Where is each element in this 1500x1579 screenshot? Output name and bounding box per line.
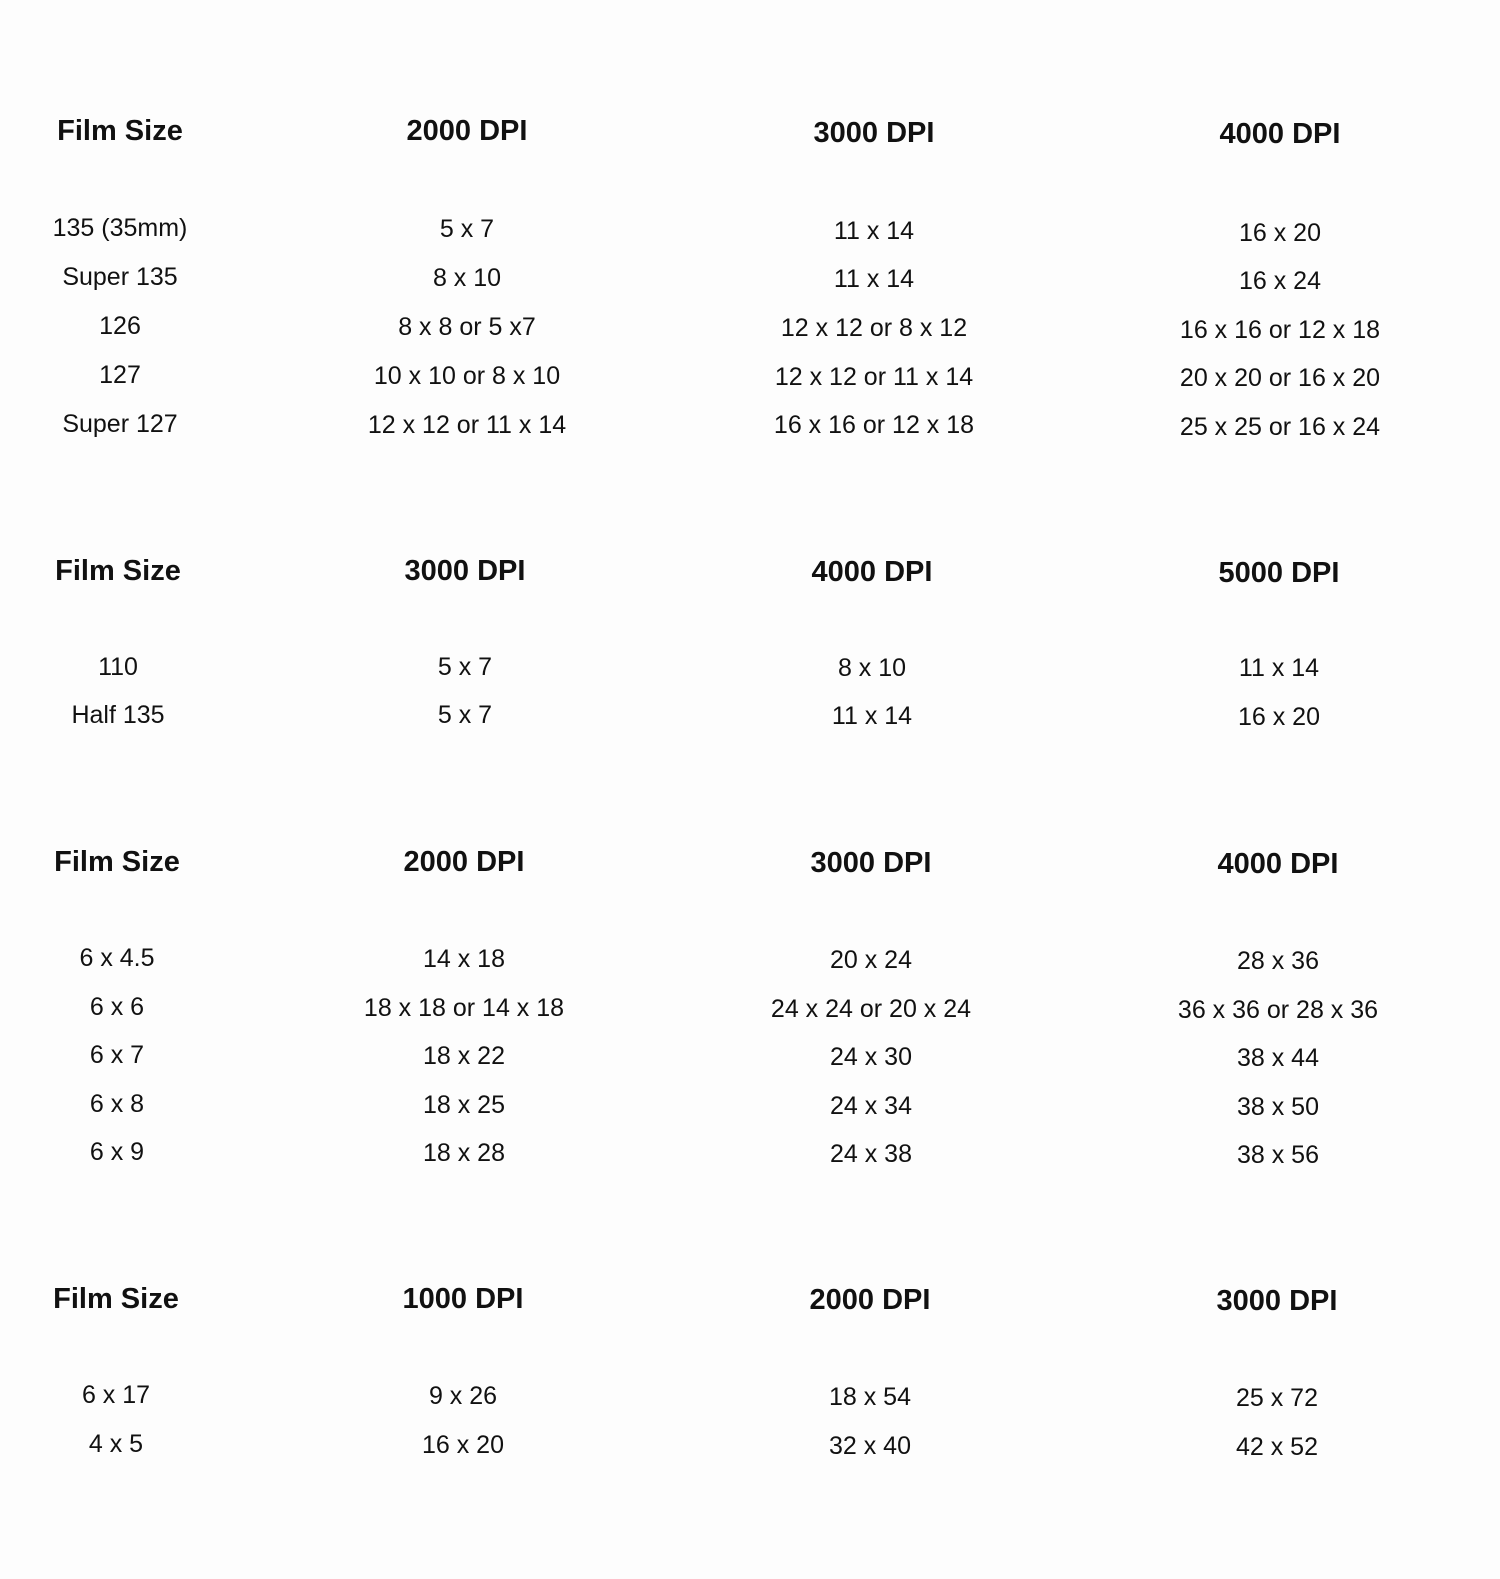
table-cell: 11 x 14 xyxy=(833,265,915,293)
table-cell: 6 x 8 xyxy=(89,1090,145,1118)
film-size-column xyxy=(0,113,270,438)
column-header: Film Size xyxy=(57,115,183,147)
column-header: Film Size xyxy=(53,1283,179,1315)
column-header: 5000 DPI xyxy=(1218,557,1340,589)
dpi-column xyxy=(724,113,1024,439)
table-cell: 28 x 36 xyxy=(1236,947,1319,975)
table-cell: 6 x 9 xyxy=(89,1138,145,1166)
column-header: 3000 DPI xyxy=(810,847,932,879)
table-cell: 16 x 20 xyxy=(1237,703,1320,731)
table-cell: 8 x 10 xyxy=(432,264,502,292)
column-header: 3000 DPI xyxy=(404,555,526,587)
column-header: Film Size xyxy=(55,555,181,587)
table-cell: 18 x 54 xyxy=(828,1383,911,1411)
table-cell: 126 xyxy=(99,312,141,340)
dpi-column xyxy=(1129,553,1429,731)
table-cell: 11 x 14 xyxy=(833,217,915,245)
table-cell: 12 x 12 or 11 x 14 xyxy=(774,363,974,391)
table-cell: 11 x 14 xyxy=(831,702,913,730)
dpi-column xyxy=(1128,844,1428,1169)
table-cell: 32 x 40 xyxy=(828,1432,911,1460)
table-cell: 18 x 25 xyxy=(422,1091,505,1119)
table-cell: 6 x 7 xyxy=(89,1041,145,1069)
table-cell: 18 x 18 or 14 x 18 xyxy=(363,994,565,1022)
table-cell: 4 x 5 xyxy=(88,1430,144,1458)
table-cell: 11 x 14 xyxy=(1238,654,1320,682)
table-cell: 16 x 24 xyxy=(1238,267,1321,295)
column-header: 2000 DPI xyxy=(809,1284,931,1316)
dpi-column xyxy=(313,1281,613,1459)
dpi-column xyxy=(1130,113,1430,441)
table-cell: 5 x 7 xyxy=(439,215,495,243)
table-cell: 12 x 12 or 11 x 14 xyxy=(367,411,567,439)
table-cell: 6 x 6 xyxy=(89,993,145,1021)
dpi-column xyxy=(721,844,1021,1168)
table-cell: 9 x 26 xyxy=(428,1382,498,1410)
column-header: 1000 DPI xyxy=(402,1283,524,1315)
column-header: 3000 DPI xyxy=(813,117,935,149)
table-cell: Super 135 xyxy=(62,263,178,291)
table-cell: 16 x 20 xyxy=(1238,219,1321,247)
table-cell: 12 x 12 or 8 x 12 xyxy=(780,314,968,342)
film-size-column xyxy=(0,553,268,729)
table-cell: 38 x 44 xyxy=(1236,1044,1319,1072)
table-cell: 8 x 8 or 5 x7 xyxy=(398,313,536,341)
table-cell: 42 x 52 xyxy=(1235,1433,1318,1461)
dpi-column xyxy=(720,1281,1020,1460)
column-header: 4000 DPI xyxy=(1219,118,1341,150)
table-cell: 127 xyxy=(99,361,141,389)
table-cell: 38 x 56 xyxy=(1236,1141,1319,1169)
table-cell: 16 x 16 or 12 x 18 xyxy=(1179,316,1381,344)
table-cell: Super 127 xyxy=(62,410,178,438)
table-cell: 36 x 36 or 28 x 36 xyxy=(1177,996,1379,1024)
table-cell: 18 x 22 xyxy=(422,1042,505,1070)
table-cell: 20 x 24 xyxy=(829,946,912,974)
table-cell: 20 x 20 or 16 x 20 xyxy=(1179,364,1381,392)
table-cell: 135 (35mm) xyxy=(52,214,188,242)
column-header: 3000 DPI xyxy=(1216,1285,1338,1317)
column-header: Film Size xyxy=(54,846,180,878)
dpi-column xyxy=(1127,1281,1427,1461)
dpi-column xyxy=(314,844,614,1167)
table-cell: 24 x 34 xyxy=(829,1092,912,1120)
film-size-column xyxy=(0,1281,266,1458)
table-cell: 24 x 24 or 20 x 24 xyxy=(770,995,972,1023)
dpi-column xyxy=(315,553,615,729)
table-cell: Half 135 xyxy=(71,701,165,729)
dpi-column xyxy=(722,553,1022,730)
table-cell: 14 x 18 xyxy=(422,945,505,973)
table-cell: 16 x 20 xyxy=(421,1431,504,1459)
dpi-column xyxy=(317,113,617,439)
table-cell: 24 x 38 xyxy=(829,1140,912,1168)
table-cell: 110 xyxy=(98,653,138,681)
table-cell: 16 x 16 or 12 x 18 xyxy=(773,411,975,439)
table-cell: 24 x 30 xyxy=(829,1043,912,1071)
film-size-column xyxy=(0,844,267,1166)
table-cell: 5 x 7 xyxy=(437,701,493,729)
column-header: 4000 DPI xyxy=(1217,848,1339,880)
table-cell: 5 x 7 xyxy=(437,653,493,681)
table-cell: 18 x 28 xyxy=(422,1139,505,1167)
table-cell: 25 x 25 or 16 x 24 xyxy=(1179,413,1381,441)
table-cell: 38 x 50 xyxy=(1236,1093,1319,1121)
table-cell: 10 x 10 or 8 x 10 xyxy=(373,362,561,390)
table-cell: 25 x 72 xyxy=(1235,1384,1318,1412)
column-header: 2000 DPI xyxy=(403,846,525,878)
table-cell: 6 x 17 xyxy=(81,1381,151,1409)
table-cell: 6 x 4.5 xyxy=(79,944,155,972)
column-header: 4000 DPI xyxy=(811,556,933,588)
table-cell: 8 x 10 xyxy=(837,654,907,682)
column-header: 2000 DPI xyxy=(406,115,528,147)
